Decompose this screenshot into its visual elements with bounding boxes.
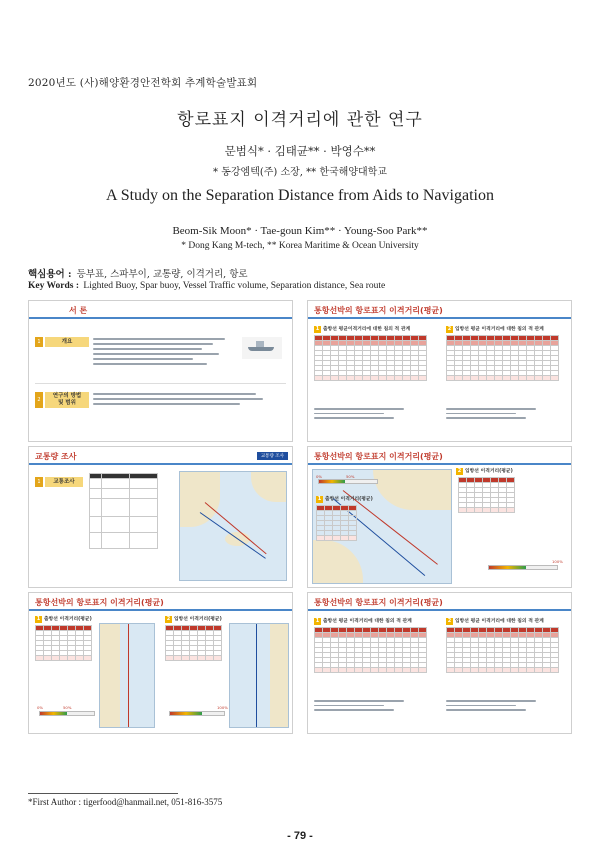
inbound-ratio-bar	[488, 565, 558, 570]
section-outbound	[314, 325, 410, 333]
outbound-notes	[314, 405, 414, 422]
first-author-footnote: *First Author : tigerfood@hanmail.net, 051-816-3575	[28, 797, 223, 807]
page-number: - 79 -	[287, 830, 313, 842]
slide-traffic-survey	[28, 446, 293, 588]
outbound-table	[314, 627, 427, 673]
slide-title-bar	[308, 317, 571, 319]
block-number: 1	[35, 477, 43, 487]
slide-separation-tables-1	[307, 300, 572, 442]
outbound-route-map	[99, 623, 155, 728]
slide-title-bar	[308, 609, 571, 611]
inbound-table	[446, 627, 559, 673]
block-number: 2	[35, 392, 43, 408]
slide-title-bar	[29, 609, 292, 611]
inbound-table	[446, 335, 559, 381]
section-inbound-text: 입항선 평균 이격거리에 대한 침의 적 관계	[455, 619, 544, 624]
outbound-ratio-bar	[318, 479, 378, 484]
section-inbound-text: 입항선 평균 이격거리에 대한 침의 적 관계	[455, 327, 544, 332]
method-label-line2: 및 범위	[58, 400, 76, 406]
slide-separation-tables-2	[307, 592, 572, 734]
pct-label-mid: 50%	[346, 474, 355, 479]
section-number: 1	[315, 326, 320, 332]
section-number: 1	[315, 618, 320, 624]
survey-table	[89, 473, 158, 549]
slide-tag: 교통량 조사	[257, 452, 288, 460]
slide-title: 통항선박의 항로표지 이격거리(평균)	[314, 598, 443, 607]
affiliation-english: * Dong Kang M-tech, ** Korea Maritime & Ocean University	[181, 241, 419, 251]
outbound-table	[316, 505, 357, 541]
section-number: 2	[457, 468, 462, 474]
conference-header: 2020년도 (사)해양환경안전학회 추계학술발표회	[28, 77, 258, 89]
section-number: 1	[36, 616, 41, 622]
slide-title-bar	[308, 463, 571, 465]
keywords-korean-text: 등부표, 스파부이, 교통량, 이격거리, 항로	[76, 269, 248, 280]
slide-introduction	[28, 300, 293, 442]
inbound-ratio-bar	[169, 711, 225, 716]
section-outbound	[314, 617, 412, 625]
overview-block	[35, 331, 286, 371]
section-outbound	[35, 615, 92, 623]
pct-label-left: 0%	[37, 705, 44, 710]
section-inbound	[446, 617, 544, 625]
overview-label: 개요	[45, 337, 89, 347]
section-outbound-text: 출항선 평균이격거리에 대한 침의 적 관계	[323, 327, 411, 332]
section-inbound-text: 입항선 이격거리(평균)	[174, 617, 222, 622]
section-inbound-text: 입항선 이격거리(평균)	[465, 469, 513, 474]
inbound-route-map	[229, 623, 289, 728]
outbound-table	[314, 335, 427, 381]
pct-label-left: 0%	[316, 474, 323, 479]
ship-illustration	[242, 337, 282, 359]
overview-text-lines	[93, 335, 236, 368]
pct-label-right: 100%	[217, 705, 228, 710]
block-number: 1	[35, 337, 43, 347]
section-outbound-text: 출항선 이격거리(평균)	[44, 617, 92, 622]
method-label	[45, 392, 89, 408]
section-inbound	[456, 467, 513, 475]
inbound-notes	[446, 405, 546, 422]
keywords-korean-label: 핵심용어 :	[28, 269, 72, 280]
pct-label-right: 100%	[552, 559, 563, 564]
outbound-notes	[314, 697, 414, 714]
survey-label: 교통조사	[45, 477, 83, 487]
authors-english: Beom-Sik Moon* · Tae-goun Kim** · Young-Soo Park**	[172, 225, 428, 237]
section-outbound	[316, 495, 373, 503]
outbound-table	[35, 625, 92, 661]
section-outbound-text: 출항선 평균 이격거리에 대한 침의 적 관계	[323, 619, 412, 624]
method-label-line1: 연구의 방법	[52, 393, 82, 399]
method-block	[35, 383, 286, 433]
paper-title-korean: 항로표지 이격거리에 관한 연구	[177, 110, 423, 130]
inbound-notes	[446, 697, 546, 714]
affiliation-korean: * 동강엠텍(주) 소장, ** 한국해양대학교	[213, 167, 387, 178]
slide-title-bar	[29, 317, 292, 319]
slide-title: 통항선박의 항로표지 이격거리(평균)	[35, 598, 164, 607]
paper-title-english: A Study on the Separation Distance from Aids to Navigation	[106, 187, 494, 204]
inbound-table	[165, 625, 222, 661]
slide-title: 서 론	[69, 306, 88, 315]
slide-title-bar	[29, 463, 292, 465]
inbound-table	[458, 477, 515, 513]
slide-title: 통항선박의 항로표지 이격거리(평균)	[314, 452, 443, 461]
section-number: 1	[317, 496, 322, 502]
survey-area-map	[179, 471, 287, 581]
keywords-english-text: Lighted Buoy, Spar buoy, Vessel Traffic volume, Separation distance, Sea route	[83, 281, 386, 291]
slide-title: 통항선박의 항로표지 이격거리(평균)	[314, 306, 443, 315]
section-inbound	[446, 325, 544, 333]
outbound-ratio-bar	[39, 711, 95, 716]
method-text-lines	[93, 390, 282, 408]
footnote-divider	[28, 793, 178, 794]
section-number: 2	[166, 616, 171, 622]
slide-separation-maps-1	[307, 446, 572, 588]
keywords-korean	[28, 266, 248, 280]
slide-separation-maps-2	[28, 592, 293, 734]
section-number: 2	[447, 618, 452, 624]
section-number: 2	[447, 326, 452, 332]
keywords-english-label: Key Words :	[28, 281, 80, 291]
section-outbound-text: 출항선 이격거리(평균)	[325, 497, 373, 502]
section-inbound	[165, 615, 222, 623]
keywords-english	[28, 281, 385, 291]
pct-label-mid: 50%	[63, 705, 72, 710]
slide-title: 교통량 조사	[35, 452, 77, 461]
authors-korean: 문범식* · 김태균** · 박영수**	[224, 144, 376, 158]
